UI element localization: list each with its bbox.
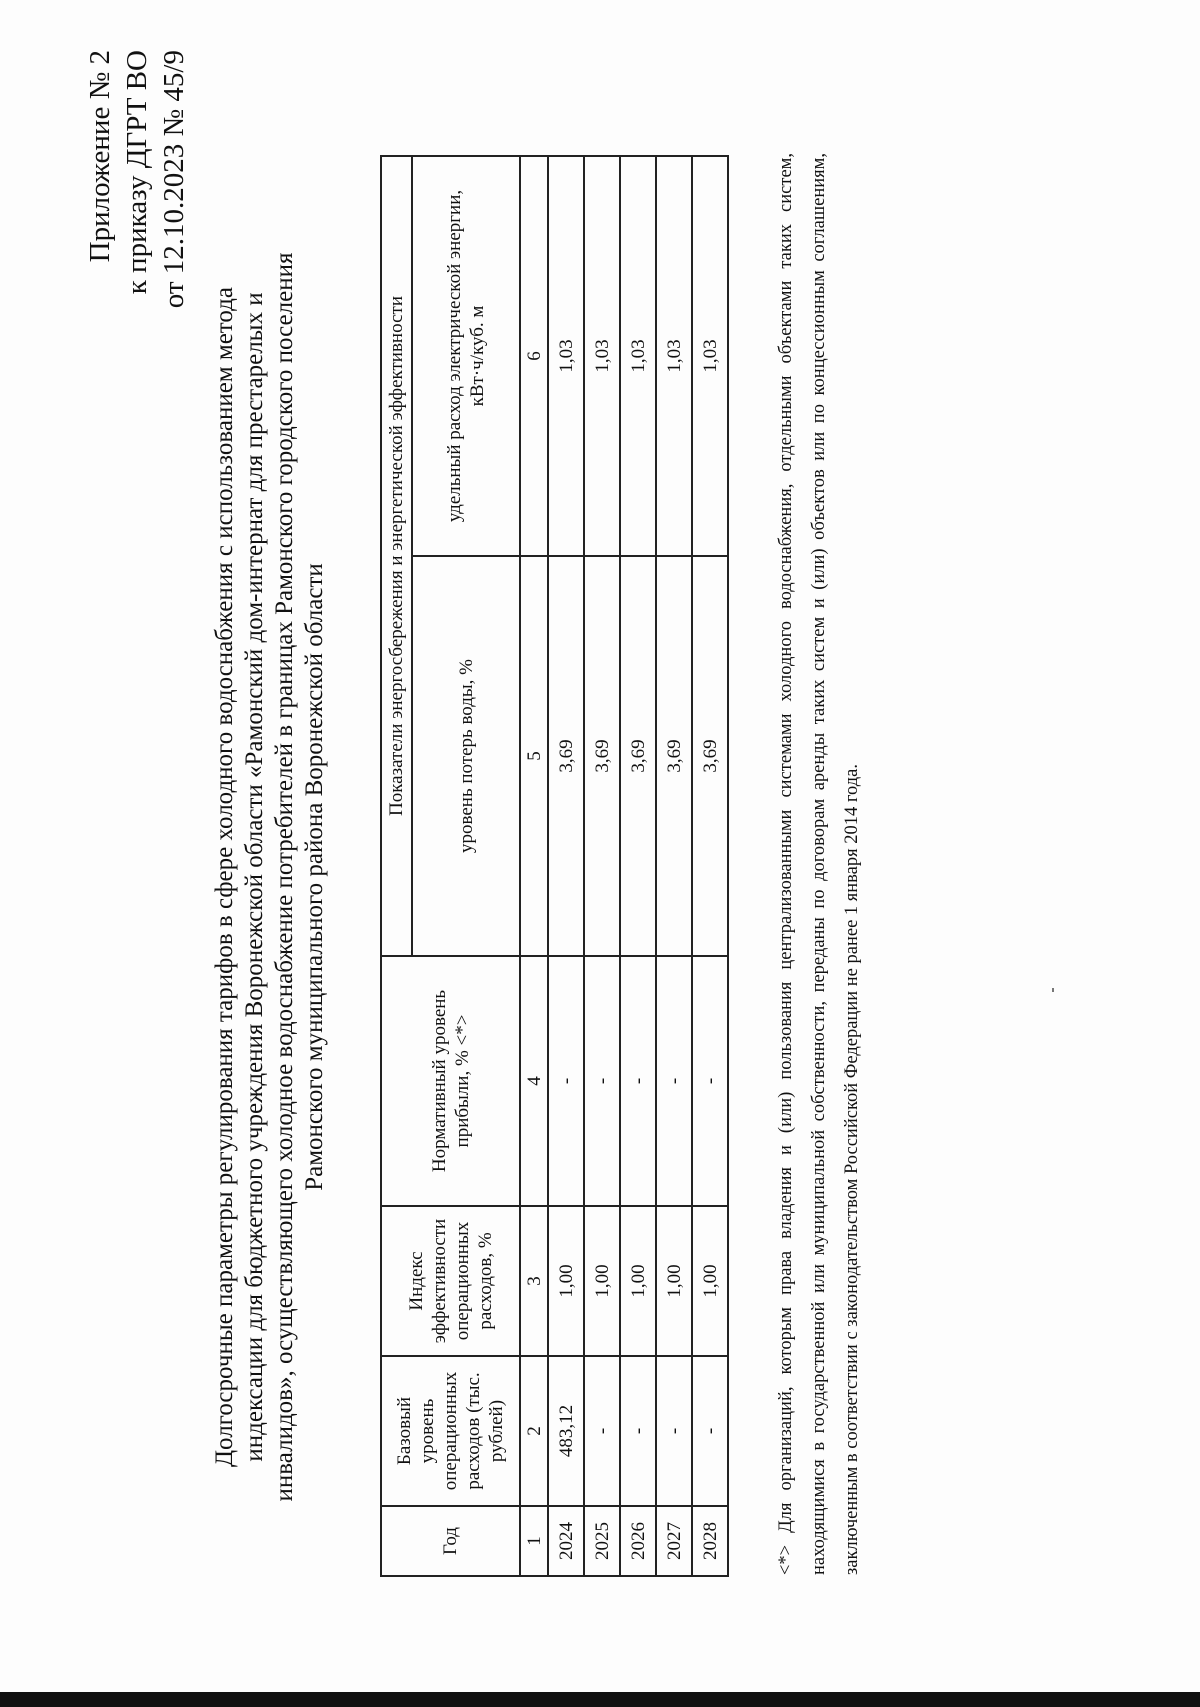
title-line-4: Рамонского муниципального района Воронежской области: [301, 563, 328, 1191]
footnote: <*> Для организаций, которым права владения и (или) пользования централизованными системами холодного водоснабжения, отдельными объектами таких систем, находящимися в государственной или муниципальной собственности, переданы по договорам аренды таких систем и (или) объектов или по концессионным соглашениям, заключенным в соответствии с законодательством Российской Федерации не ранее 1 января 2014 года.: [776, 153, 862, 1575]
cell-base-level: -: [620, 1356, 656, 1506]
title-line-1: Долгосрочные параметры регулирования тарифов в сфере холодного водоснабжения с использованием метода: [211, 287, 238, 1468]
cell-water-loss: 3,69: [656, 556, 692, 956]
cell-profit-level: -: [692, 956, 728, 1206]
tariff-parameters-table: [380, 155, 729, 1577]
annex-line-2: к приказу ДГРТ ВО: [121, 50, 153, 295]
header-water-loss: уровень потерь воды, %: [412, 556, 520, 956]
table-row: [584, 156, 620, 1576]
cell-profit-level: -: [656, 956, 692, 1206]
title-line-2: индексации для бюджетного учреждения Воронежской области «Рамонский дом-интернат для престарелых и: [241, 292, 268, 1462]
cell-base-level: -: [656, 1356, 692, 1506]
title-line-3: инвалидов», осуществляющего холодное водоснабжение потребителей в границах Рамонского городского поселения: [271, 252, 298, 1502]
column-number: 3: [520, 1206, 548, 1356]
header-efficiency-index: Индекс эффективности операционных расходов, %: [381, 1206, 520, 1356]
cell-water-loss: 3,69: [692, 556, 728, 956]
cell-electricity: 1,03: [692, 156, 728, 556]
header-year: Год: [381, 1506, 520, 1576]
cell-efficiency-index: 1,00: [692, 1206, 728, 1356]
header-base-level: Базовый уровень операционных расходов (тыс. рублей): [381, 1356, 520, 1506]
cell-water-loss: 3,69: [548, 556, 584, 956]
header-profit-level: Нормативный уровень прибыли, % <*>: [381, 956, 520, 1206]
column-number-row: [520, 156, 548, 1576]
table-row: [692, 156, 728, 1576]
annex-header: [82, 50, 193, 570]
cell-base-level: 483,12: [548, 1356, 584, 1506]
cell-efficiency-index: 1,00: [548, 1206, 584, 1356]
document-title: [210, 197, 330, 1557]
scan-edge: [0, 1692, 1200, 1707]
cell-profit-level: -: [620, 956, 656, 1206]
cell-year: 2025: [584, 1506, 620, 1576]
cell-efficiency-index: 1,00: [656, 1206, 692, 1356]
cell-efficiency-index: 1,00: [584, 1206, 620, 1356]
column-number: 1: [520, 1506, 548, 1576]
cell-electricity: 1,03: [548, 156, 584, 556]
cell-water-loss: 3,69: [584, 556, 620, 956]
cell-year: 2026: [620, 1506, 656, 1576]
header-energy-group: Показатели энергосбережения и энергетической эффективности: [381, 156, 412, 956]
cell-base-level: -: [584, 1356, 620, 1506]
cell-electricity: 1,03: [656, 156, 692, 556]
column-number: 5: [520, 556, 548, 956]
column-number: 6: [520, 156, 548, 556]
table-row: [548, 156, 584, 1576]
cell-base-level: -: [692, 1356, 728, 1506]
header-electricity: удельный расход электрической энергии, кВт·ч/куб. м: [412, 156, 520, 556]
cell-year: 2024: [548, 1506, 584, 1576]
column-number: 2: [520, 1356, 548, 1506]
cell-year: 2028: [692, 1506, 728, 1576]
cell-electricity: 1,03: [620, 156, 656, 556]
cell-profit-level: -: [548, 956, 584, 1206]
table-row: [656, 156, 692, 1576]
cell-electricity: 1,03: [584, 156, 620, 556]
annex-line-3: от 12.10.2023 № 45/9: [158, 50, 190, 309]
cell-profit-level: -: [584, 956, 620, 1206]
cell-efficiency-index: 1,00: [620, 1206, 656, 1356]
column-number: 4: [520, 956, 548, 1206]
cell-year: 2027: [656, 1506, 692, 1576]
annex-line-1: Приложение № 2: [84, 50, 116, 263]
cell-water-loss: 3,69: [620, 556, 656, 956]
table-row: [620, 156, 656, 1576]
scan-speck: [1052, 988, 1054, 992]
